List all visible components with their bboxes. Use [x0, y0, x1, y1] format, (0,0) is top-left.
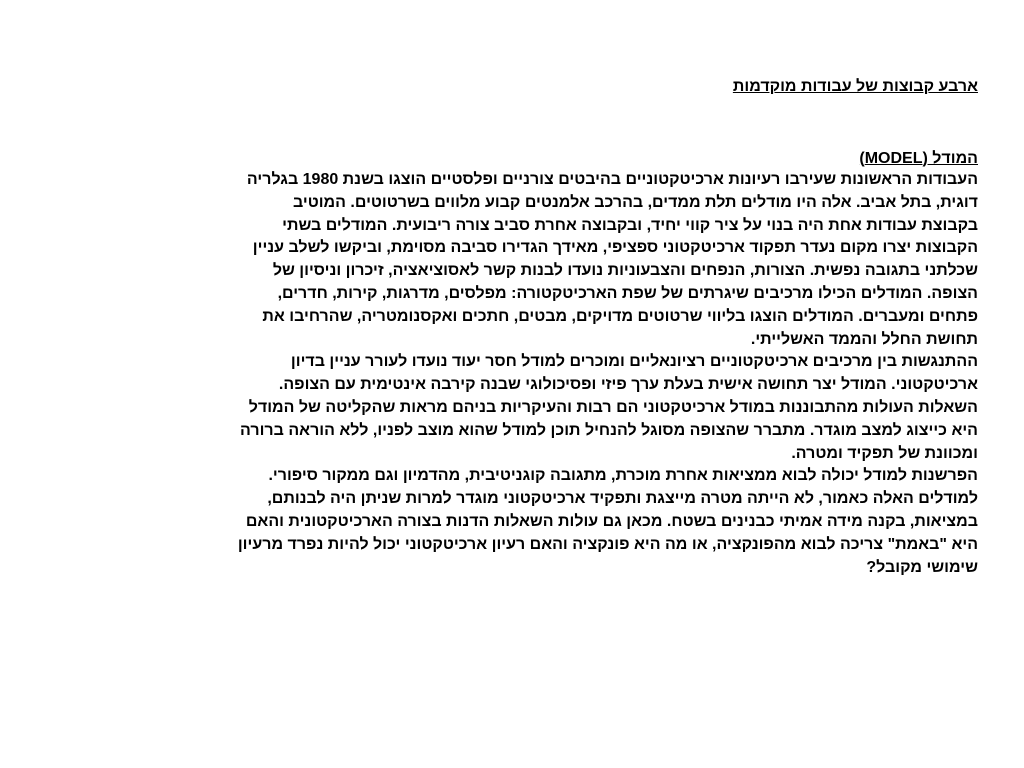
body-line: למודלים האלה כאמור, לא הייתה מטרה מייצגת ותפקיד ארכיטקטוני מוגדר למרות שניתן היה לבנותם, [267, 490, 978, 508]
section-heading: המודל (MODEL) [859, 150, 978, 167]
body-line: העבודות הראשונות שעירבו רעיונות ארכיטקטוניים בהיבטים צורניים ופלסטיים הוצגו בשנת 1980 בגלריה [246, 171, 978, 188]
body-line: פתחים ומעברים. המודלים הוצגו בליווי שרטוטים מדויקים, מבטים, חתכים ואקסנומטריה, שהרחיבו את [262, 307, 978, 325]
body-line: הצופה. המודלים הכילו מרכיבים שיגרתים של שפת הארכיטקטורה: מפלסים, מדרגות, קירות, חדרים, [277, 284, 978, 302]
body-line: דוגית, בתל אביב. אלה היו מודלים תלת ממדים, בהרכב אלמנטים קבוע מלווים בשרטוטים. המוטיב [292, 193, 978, 211]
body-line: ומכוונת של תפקיד ומטרה. [791, 444, 978, 462]
body-line: במציאות, בקנה מידה אמיתי כבנינים בשטח. מכאן גם עולות השאלות הדנות בצורה הארכיטקטונית והאם [245, 512, 978, 530]
body-line: תחושת החלל והממד האשלייתי. [750, 330, 978, 348]
body-line: היא כייצוג למצב מוגדר. מתברר שהצופה מסוגל להנחיל תוכן למודל שהוא מוצב לפניו, ללא הוראה ברורה [240, 421, 978, 439]
slide-title: ארבע קבוצות של עבודות מוקדמות [732, 78, 978, 95]
body-line: שכלתני בתגובה נפשית. הצורות, הנפחים והצבעוניות נועדו לבנות קשר לאסוציאציה, זיכרון וניסיון של [272, 262, 978, 280]
body-line: ההתנגשות בין מרכיבים ארכיטקטוניים רציונאליים ומוכרים למודל חסר יעוד נועדו לעורר עניין בדיון [290, 353, 978, 371]
body-line: שימושי מקובל? [866, 558, 978, 576]
body-text [136, 169, 978, 579]
body-line: היא "באמת" צריכה לבוא מהפונקציה, או מה היא פונקציה והאם רעיון ארכיטקטוני יכול להיות נפרד מרעיון [237, 535, 978, 553]
body-line: השאלות העולות מהתבוננות במודל ארכיטקטוני הם רבות והעיקריות בניהם מראות שהקליטה של המודל [248, 398, 978, 416]
body-line: ארכיטקטוני. המודל יצר תחושה אישית בעלת ערך פיזי ופסיכולוגי שבנה קירבה אינטימית עם הצופה. [278, 376, 978, 394]
body-line: הפרשנות למודל יכולה לבוא ממציאות אחרת מוכרת, מתגובה קוגניטיבית, מהדמיון וגם ממקור סיפורי. [268, 467, 978, 485]
body-line: הקבוצות יצרו מקום נעדר תפקוד ארכיטקטוני ספציפי, מאידך הגדירו סביבה מסוימת, וביקשו לשלב עניין [252, 239, 978, 257]
body-line: בקבוצת עבודות אחת היה בנוי על ציר קווי יחיד, ובקבוצה אחרת סביב צורה ריבועית. המודלים בשתי [282, 216, 978, 234]
